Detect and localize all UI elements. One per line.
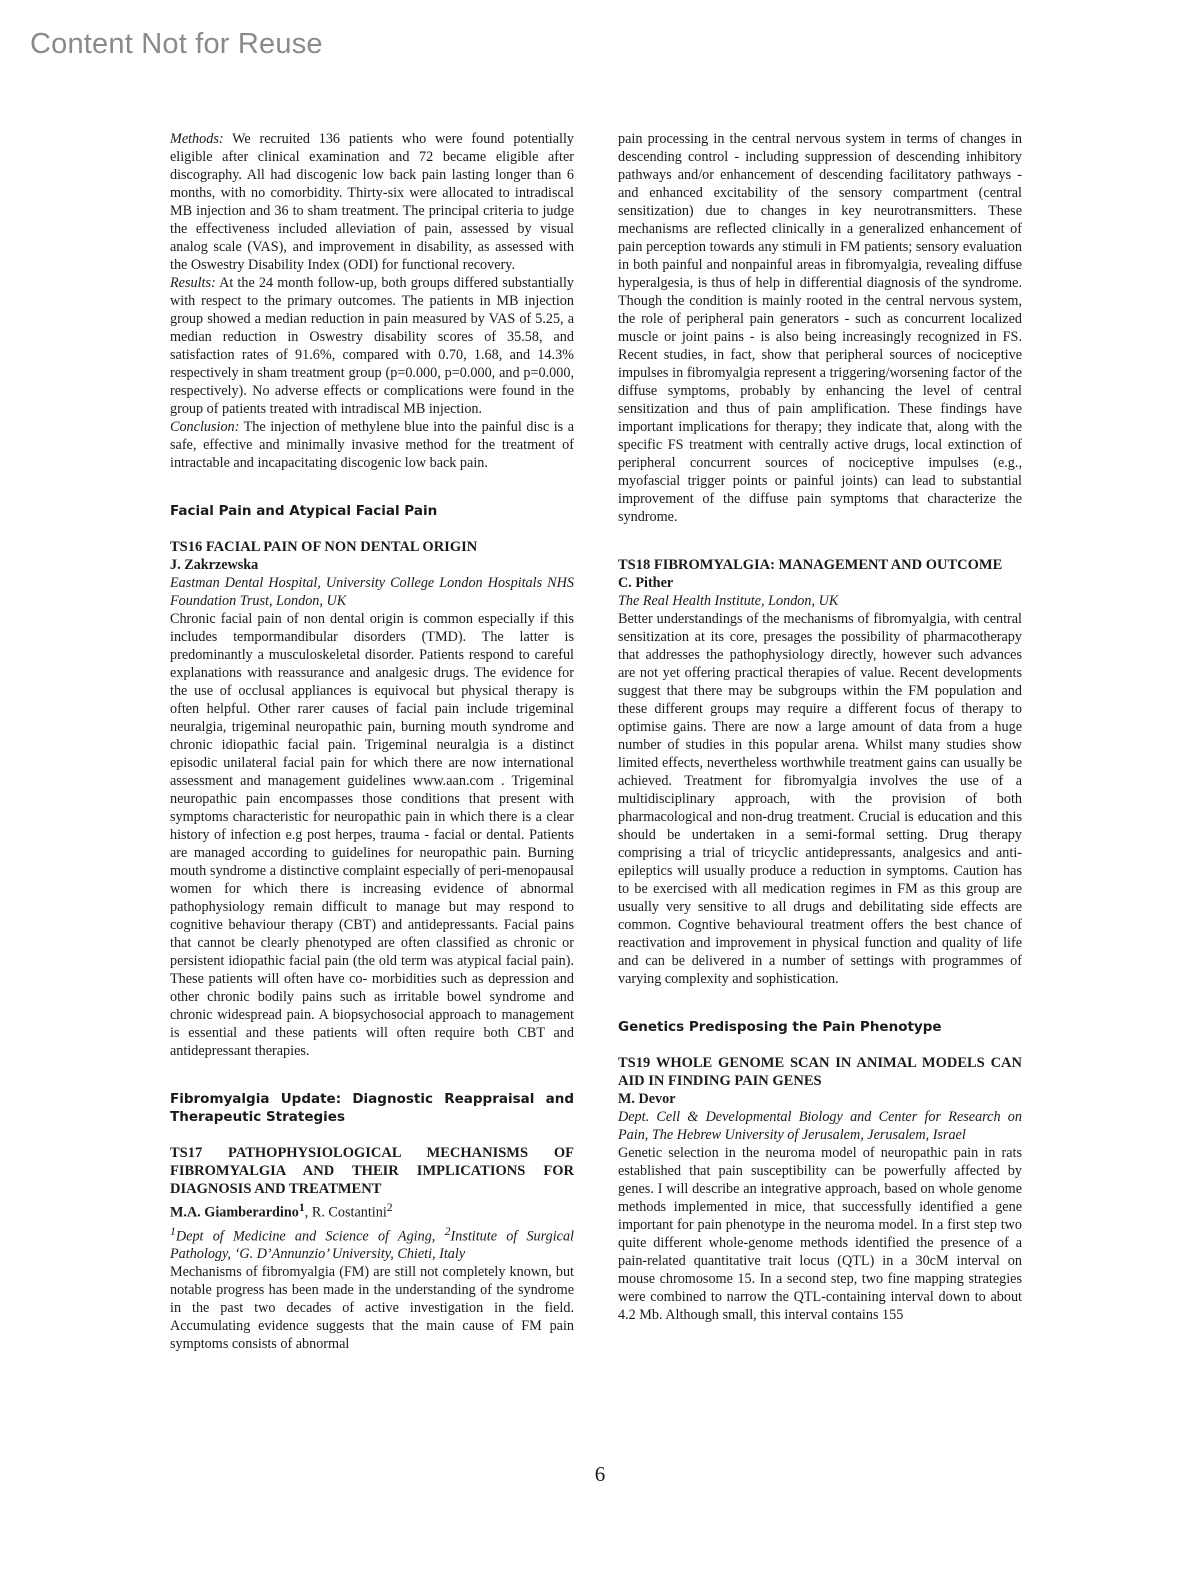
ts17-author-1-sup: 1 xyxy=(298,1200,305,1214)
ts16-body: Chronic facial pain of non dental origin is common especially if this includes tempormandibular disorders (TMD). The latter is predominantly a musculoskeletal disorder. Patients respond to careful explanations with reassurance and analgesic drugs. The evidence for the use of occlusal appliances is equivocal but physical therapy is often helpful. Other rarer causes of facial pain include trigeminal neuralgia, trigeminal neuropathic pain, burning mouth syndrome and chronic idiopathic facial pain. Trigeminal neuralgia is a distinct episodic unilateral facial pain for which there are now international assessment and management guidelines www.aan.com . Trigeminal neuropathic pain encompasses those conditions that present with symptoms characteristic for neuropathic pain in which there is a clear history of infection e.g post herpes, trauma - facial or dental. Patients are managed according to guidelines for neuropathic pain. Burning mouth syndrome a distinctive complaint especially of peri-menopausal women for which there is increasing evidence of abnormal pathophysiology remain difficult to manage but may respond to cognitive behaviour therapy (CBT) and antidepressants. Facial pains that cannot be clearly phenotyped are often classified as chronic or persistent idiopathic facial pain (the old term was atypical facial pain). These patients will often have co- morbidities such as depression and other chronic bodily pains such as irritable bowel syndrome and chronic widespread pain. A biopsychosocial approach to management is essential and these patients will often require both CBT and antidepressant therapies. xyxy=(170,611,574,1059)
ts19-title: TS19 WHOLE GENOME SCAN IN ANIMAL MODELS CAN AID IN FINDING PAIN GENES xyxy=(618,1055,1022,1089)
ts16-author: J. Zakrzewska xyxy=(170,557,259,573)
watermark: Content Not for Reuse xyxy=(30,28,323,60)
ts17-body-continued: pain processing in the central nervous system in terms of changes in descending control - including suppression of descending inhibitory pathways and/or enhancement of descending facilitatory pathways - and enhanced excitability of the sensory compartment (central sensitization) due to changes in key neurotransmitters. These mechanisms are reflected clinically in a generalized enhancement of pain perception towards any stimuli in FM patients; sensory evaluation in both painful and nonpainful areas in fibromyalgia, revealing diffuse hyperalgesia, is thus of help in differential diagnosis of the syndrome. Though the condition is mainly rooted in the central nervous system, the role of peripheral pain generators - such as concurrent localized muscle or joint pains - is also being increasingly recognized in FS. Recent studies, in fact, show that peripheral sources of nociceptive impulses in fibromyalgia represent a triggering/worsening factor of the diffuse symptoms, probably by enhancing the level of central sensitization and thus of pain amplification. These findings have important implications for therapy; they indicate that, along with the specific FS treatment with centrally active drugs, local extinction of peripheral concurrent sources of nociceptive impulses (e.g., myofascial trigger points or painful joints) can lead to substantial improvement of the diffuse pain symptoms that characterize the syndrome. xyxy=(618,131,1022,525)
ts17-affiliation-1: Dept of Medicine and Science of Aging, xyxy=(175,1228,445,1245)
results-paragraph xyxy=(170,274,574,418)
ts17-affiliation xyxy=(170,1222,574,1264)
ts16-title: TS16 FACIAL PAIN OF NON DENTAL ORIGIN xyxy=(170,539,478,555)
ts17-author-2: R. Costantini xyxy=(311,1204,387,1221)
methods-paragraph xyxy=(170,130,574,274)
ts17-affil-sup-1: 1 xyxy=(170,1223,176,1238)
conclusion-text: The injection of methylene blue into the painful disc is a safe, effective and minimally invasive method for the treatment of intractable and incapacitating discogenic low back pain. xyxy=(170,419,574,471)
section-heading-facial-pain: Facial Pain and Atypical Facial Pain xyxy=(170,503,438,519)
ts19-author: M. Devor xyxy=(618,1091,676,1107)
ts17-author-separator: , xyxy=(304,1204,312,1221)
methods-text: We recruited 136 patients who were found potentially eligible after clinical examination and 72 became eligible after discography. All had discogenic low back pain lasting longer than 6 months, with no comorbidity. Thirty-six were allocated to intradiscal MB injection and 36 to sham treatment. The principal criteria to judge the effectiveness included alleviation of pain, assessed by visual analog scale (VAS), and improvement in disability, as assessed with the Oswestry Disability Index (ODI) for functional recovery. xyxy=(170,131,574,273)
ts18-body: Better understandings of the mechanisms of fibromyalgia, with central sensitization at its core, presages the possibility of pharmacotherapy that addresses the pathophysiology directly, however such advances are not yet offering practical therapies of value. Recent developments suggest that there may be subgroups within the FM population and these different groups may require a different focus of therapy to optimise gains. There are now a large amount of data from a huge number of studies in this popular arena. Whilst many studies show limited effects, nevertheless worthwhile treatment gains can usually be achieved. Treatment for fibromyalgia involves the use of a multidisciplinary approach, with the provision of both pharmacological and non-drug treatment. Crucial is education and this should be undertaken in a semi-formal setting. Drug therapy comprising a trial of tricyclic antidepressants, analgesics and anti-epileptics will usually produce a reduction in symptoms. Caution has to be exercised with all medication regimes in FM as this group are usually very sensitive to all drugs and debilitating side effects are common. Cogntive behavioural treatment offers the best chance of reactivation and improvement in physical function and quality of life and can be delivered in a number of settings with programmes of varying complexity and sophistication. xyxy=(618,611,1022,987)
ts18-affiliation: The Real Health Institute, London, UK xyxy=(618,593,839,609)
ts17-title: TS17 PATHOPHYSIOLOGICAL MECHANISMS OF FIBROMYALGIA AND THEIR IMPLICATIONS FOR DIAGNOSIS AND TREATMENT xyxy=(170,1145,574,1197)
methods-label: Methods: xyxy=(170,131,224,147)
section-heading-genetics: Genetics Predisposing the Pain Phenotype xyxy=(618,1019,942,1035)
ts17-author-1: M.A. Giamberardino xyxy=(170,1204,299,1221)
right-column xyxy=(618,130,1022,1324)
ts19-body: Genetic selection in the neuroma model of neuropathic pain in rats established that pain susceptibility can be powerfully affected by genes. I will describe an integrative approach, based on whole genome methods implemented in mice, that successfully identified a gene important for pain phenotype in the neuroma model. In a first step two quite different whole-genome methods identified the presence of a pain-related quantitative trait locus (QTL) in a 30cM interval on mouse chromosome 15. In a second step, two fine mapping strategies were combined to narrow the QTL-containing interval down to about 4.2 Mb. Although small, this interval contains 155 xyxy=(618,1145,1022,1323)
ts17-affil-sup-2: 2 xyxy=(444,1223,451,1238)
ts18-author: C. Pither xyxy=(618,575,674,591)
results-text: At the 24 month follow-up, both groups differed substantially with respect to the primary outcomes. The patients in MB injection group showed a median reduction in pain measured by VAS of 5.25, a median reduction in Oswestry disability scores of 35.58, and satisfaction rates of 91.6%, compared with 0.70, 1.68, and 14.3% respectively in sham treatment group (p=0.000, p=0.000, and p=0.000, respectively). No adverse effects or complications were found in the group of patients treated with intradiscal MB injection. xyxy=(170,275,575,417)
ts17-body: Mechanisms of fibromyalgia (FM) are still not completely known, but notable progress has been made in the understanding of the syndrome in the past two decades of active investigation in the field. Accumulating evidence suggests that the main cause of FM pain symptoms consists of abnormal xyxy=(170,1264,574,1353)
results-label: Results: xyxy=(170,275,216,291)
left-column xyxy=(170,130,574,1353)
ts17-authors xyxy=(170,1198,574,1222)
ts19-affiliation: Dept. Cell & Developmental Biology and Center for Research on Pain, The Hebrew University of Jerusalem, Jerusalem, Israel xyxy=(618,1109,1022,1143)
section-heading-fibromyalgia: Fibromyalgia Update: Diagnostic Reappraisal and Therapeutic Strategies xyxy=(170,1091,574,1125)
conclusion-paragraph xyxy=(170,418,574,472)
ts16-affiliation: Eastman Dental Hospital, University College London Hospitals NHS Foundation Trust, London, UK xyxy=(170,575,574,609)
page-number: 6 xyxy=(594,1462,606,1486)
ts17-author-2-sup: 2 xyxy=(386,1200,393,1214)
conclusion-label: Conclusion: xyxy=(170,419,240,435)
ts18-title: TS18 FIBROMYALGIA: MANAGEMENT AND OUTCOME xyxy=(618,557,1003,573)
ts17-affiliation-2: Institute of Surgical Pathology, ‘G. D’Annunzio’ University, Chieti, Italy xyxy=(170,1228,574,1263)
